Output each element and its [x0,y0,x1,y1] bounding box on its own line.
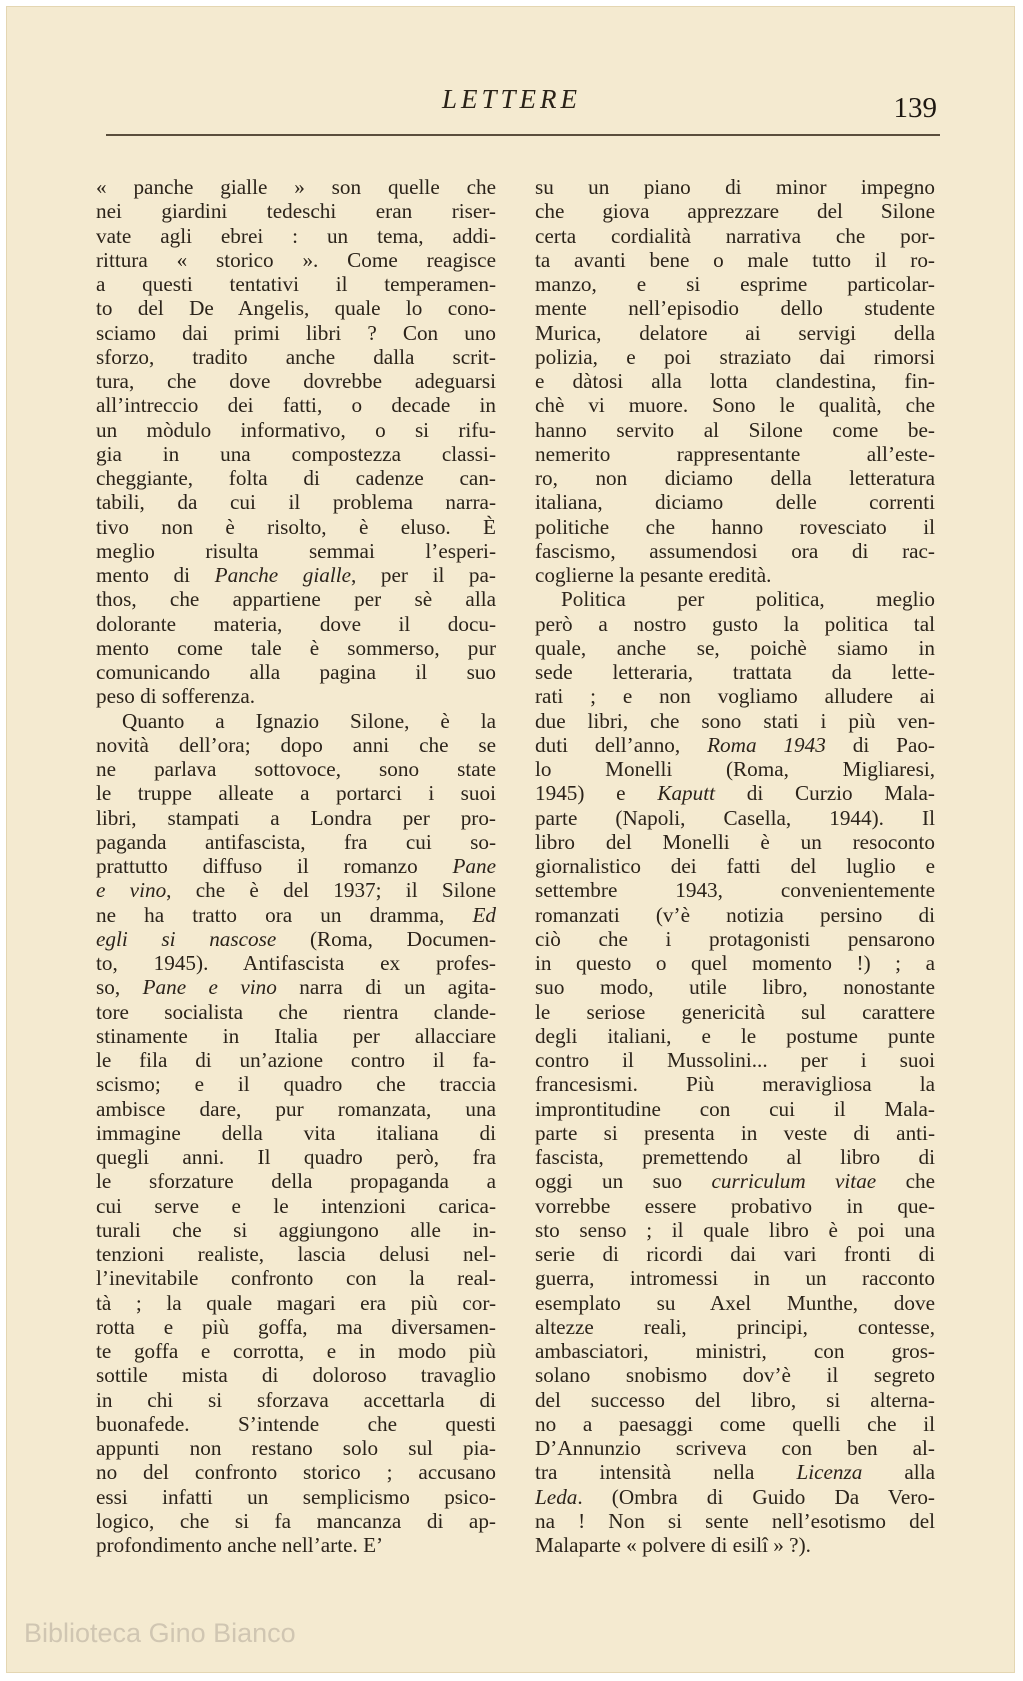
text-line: tà ; la quale magari era più cor- [96,1290,496,1315]
text-line: ta avanti bene o male tutto il ro- [535,247,935,272]
text-line: tabili, da cui il problema narra- [96,490,496,515]
text-line: meglio risulta semmai l’esperi- [96,538,496,563]
text-line: scismo; e il quadro che traccia [96,1072,496,1097]
text-line: so, Pane e vino narra di un agita- [96,975,496,1000]
text-line: polizia, e poi straziato dai rimorsi [535,344,935,369]
text-line: tivo non è risolto, è eluso. È [96,514,496,539]
text-line: però a nostro gusto la politica tal [535,611,935,636]
text-line: tra intensità nella Licenza alla [535,1460,935,1485]
text-line: novità dell’ora; dopo anni che se [96,732,496,757]
text-line: coglierne la pesante eredità. [535,563,772,587]
text-line: le truppe alleate a portarci i suoi [96,781,496,806]
left-column [96,175,496,1557]
text-line: turali che si aggiungono alle in- [96,1217,496,1242]
text-line: ne parlava sottovoce, sono state [96,757,496,781]
watermark: Biblioteca Gino Bianco [24,1618,296,1648]
text-line: cui serve e le intenzioni carica- [96,1193,496,1218]
text-line: te goffa e corrotta, e in modo più [96,1339,496,1363]
text-line: rotta e più goffa, ma diversamen- [96,1314,496,1339]
text-line: gia in una compostezza classi- [96,441,496,466]
text-line: mento come tale è sommerso, pur [96,635,496,660]
text-line: contro il Mussolini... per i suoi [535,1048,935,1072]
text-line: Quanto a Ignazio Silone, è la [122,708,496,733]
text-line: in chi si sforzava accettarla di [96,1387,496,1412]
text-line: sottile mista di doloroso travaglio [96,1363,496,1388]
text-line: 1945) e Kaputt di Curzio Mala- [535,781,935,806]
text-line: e vino, che è del 1937; il Silone [96,878,497,903]
text-line: politiche che hanno rovesciato il [535,514,935,539]
text-line: duti dell’anno, Roma 1943 di Pao- [535,732,935,757]
text-line: manzo, e si esprime particolar- [535,272,935,296]
text-line: fascismo, assumendosi ora di rac- [535,538,935,563]
text-line: nemerito rappresentante all’este- [535,441,935,466]
text-line: e dàtosi alla lotta clandestina, fin- [535,369,935,393]
text-line: parte si presenta in veste di anti- [535,1120,935,1145]
text-line: l’inevitabile confronto con la real- [96,1266,496,1291]
text-line: romanzati (v’è notizia persino di [535,902,935,927]
text-line: ambisce dare, pur romanzata, una [96,1096,496,1121]
text-line: mento di Panche gialle, per il pa- [96,563,496,587]
text-line: dolorante materia, dove il docu- [96,611,496,636]
text-line: logico, che si fa mancanza di ap- [96,1508,496,1533]
text-line: essi infatti un semplicismo psico- [96,1484,496,1509]
text-line: settembre 1943, convenientemente [535,878,935,903]
text-line: vate agli ebrei : un tema, addi- [96,223,496,248]
text-line: certa cordialità narrativa che por- [535,223,935,248]
text-line: sciamo dai primi libri ? Con uno [96,320,496,345]
text-line: un mòdulo informativo, o si rifu- [96,417,496,442]
text-line: rati ; e non vogliamo alludere ai [535,684,935,709]
text-line: sforzo, tradito anche dalla scrit- [96,344,496,369]
text-line: mente nell’episodio dello studente [535,296,935,321]
text-line: D’Annunzio scriveva con ben al- [535,1436,935,1460]
text-line: hanno servito al Silone come be- [535,417,935,442]
page-number: 139 [893,92,937,124]
text-line: improntitudine con cui il Mala- [535,1096,935,1121]
text-line: su un piano di minor impegno [535,175,935,199]
text-line: prattutto diffuso il romanzo Pane [96,854,496,878]
text-line: libro del Monelli è un resoconto [535,829,935,854]
text-line: in questo o quel momento !) ; a [535,951,935,975]
text-line: « panche gialle » son quelle che [96,175,496,199]
text-line: appunti non restano solo sul pia- [96,1436,496,1460]
text-line: buonafede. S’intende che questi [96,1411,496,1436]
text-line: nei giardini tedeschi eran riser- [96,199,496,224]
text-line: sede letteraria, trattata da lette- [535,660,935,684]
text-line: no a paesaggi come quelli che il [535,1411,935,1436]
text-line: no del confronto storico ; accusano [96,1460,496,1485]
text-line: fascista, premettendo al libro di [535,1145,935,1169]
text-line: del successo del libro, si alterna- [535,1387,935,1412]
text-line: francesismi. Più meravigliosa la [535,1072,935,1097]
text-line: stinamente in Italia per allacciare [96,1023,496,1048]
text-line: vorrebbe essere probativo in que- [535,1193,935,1218]
running-header: LETTERE [441,84,582,114]
text-line: due libri, che sono stati i più ven- [535,708,935,733]
text-line: che giova apprezzare del Silone [535,199,935,224]
text-line: na ! Non si sente nell’esotismo del [535,1508,935,1533]
text-line: sto senso ; il quale libro è poi una [535,1217,935,1242]
text-line: chè vi muore. Sono le qualità, che [535,393,935,418]
text-line: Murica, delatore ai servigi della [535,320,935,345]
text-line: Malaparte « polvere di esilî » ?). [535,1533,811,1557]
right-column [535,175,935,1557]
text-line: le sforzature della propaganda a [96,1169,496,1194]
text-line: le seriose genericità sul carattere [535,999,935,1024]
header-rule [106,134,940,136]
text-line: cheggiante, folta di cadenze can- [96,466,496,490]
text-line: italiana, diciamo delle correnti [535,490,935,515]
text-line: serie di ricordi dai vari fronti di [535,1242,935,1266]
text-line: oggi un suo curriculum vitae che [535,1169,935,1194]
text-line: altezze reali, principi, contesse, [535,1314,935,1339]
text-line: paganda antifascista, fra cui so- [96,829,496,854]
text-line: profondimento anche nell’arte. E’ [96,1533,384,1557]
text-line: Leda. (Ombra di Guido Da Vero- [535,1484,935,1509]
text-line: to, 1945). Antifascista ex profes- [96,951,496,975]
text-line: degli italiani, e le postume punte [535,1023,935,1048]
text-line: ro, non diciamo della letteratura [535,466,935,490]
text-line: parte (Napoli, Casella, 1944). Il [535,805,935,830]
text-line: immagine della vita italiana di [96,1120,496,1145]
text-line: giornalistico dei fatti del luglio e [535,854,935,878]
text-line: thos, che appartiene per sè alla [96,587,496,612]
text-line: comunicando alla pagina il suo [96,660,496,684]
text-line: tura, che dove dovrebbe adeguarsi [96,369,496,393]
text-line: quale, anche se, poichè siamo in [535,635,935,660]
text-line: suo modo, utile libro, nonostante [535,975,935,1000]
text-line: tenzioni realiste, lascia delusi nel- [96,1242,496,1266]
text-line: all’intreccio dei fatti, o decade in [96,393,496,418]
text-line: ne ha tratto ora un dramma, Ed [96,902,496,927]
text-line: solano snobismo dov’è il segreto [535,1363,935,1388]
text-line: a questi tentativi il temperamen- [96,272,496,296]
text-line: egli si nascose (Roma, Documen- [96,926,496,951]
text-line: le fila di un’azione contro il fa- [96,1048,496,1072]
text-line: guerra, intromessi in un racconto [535,1266,935,1291]
text-line: libri, stampati a Londra per pro- [96,805,496,830]
text-line: tore socialista che rientra clande- [96,999,496,1024]
text-line: rittura « storico ». Come reagisce [96,247,496,272]
text-line: Politica per politica, meglio [561,587,935,612]
text-line: ambasciatori, ministri, con gros- [535,1339,935,1363]
text-line: quegli anni. Il quadro però, fra [96,1145,496,1169]
text-line: to del De Angelis, quale lo cono- [96,296,496,321]
text-line: ciò che i protagonisti pensarono [535,926,935,951]
text-line: lo Monelli (Roma, Migliaresi, [535,757,935,781]
text-line: esemplato su Axel Munthe, dove [535,1290,935,1315]
text-line: peso di sofferenza. [96,684,256,709]
